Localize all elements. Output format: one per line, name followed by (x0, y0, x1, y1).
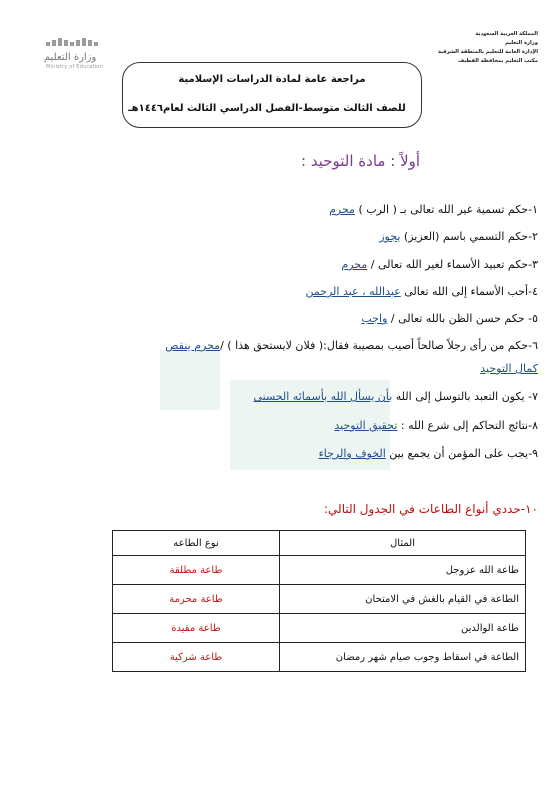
logo-arabic-text: وزارة التعليم (44, 52, 97, 63)
logo-dots-icon (44, 36, 104, 50)
question-text: ٣-حكم تعبيد الأسماء لغير الله تعالى / (367, 258, 538, 271)
header-line: مكتب التعليم بمحافظة القطيف (458, 58, 538, 64)
header-line: وزارة التعليم (505, 40, 538, 46)
answer-text: عبدالله ، عبد الرحمن (305, 285, 401, 298)
question-line (305, 285, 538, 298)
question-text: ٢-حكم التسمي باسم (العزيز) (400, 230, 538, 243)
table-cell-example: الطاعة في القيام بالغش في الامتحان (280, 585, 526, 614)
table-cell-type: طاعة مقيدة (113, 614, 280, 643)
watermark-icon (150, 340, 410, 490)
question-line (361, 312, 538, 325)
question-line (165, 339, 538, 352)
answer-text: يجوز (379, 230, 401, 243)
answer-text: محرم ينقص (165, 339, 221, 352)
question-line (329, 203, 538, 216)
table-header-row (113, 531, 526, 556)
table-cell-type: طاعة مطلقة (113, 556, 280, 585)
question-text: ٩-يجب على المؤمن أن يجمع بين (385, 447, 538, 460)
logo-english-text: Ministry of Education (46, 64, 103, 70)
answer-text: الخوف والرجاء (318, 447, 386, 460)
answer-text: محرم (329, 203, 355, 216)
table-row (113, 556, 526, 585)
answer-text: واجب (361, 312, 388, 325)
ministry-logo (38, 36, 108, 76)
table-header-type: نوع الطاعه (113, 531, 280, 556)
table-cell-example: الطاعة في اسقاط وجوب صيام شهر رمضان (280, 643, 526, 672)
question-line (319, 447, 538, 460)
question-text: ١-حكم تسمية غير الله تعالى بـ ( الرب ) (354, 203, 538, 216)
answer-text: بأن يسأل الله بأسمائه الحسنى (253, 390, 393, 403)
answer-text: محرم (341, 258, 368, 271)
question-line (334, 419, 538, 432)
header-line: المملكة العربية السعودية (475, 31, 538, 37)
question-10-title: ١٠-حددي أنواع الطاعات في الجدول التالي: (324, 502, 538, 516)
header-line: الإدارة العامة للتعليم بالمنطقة الشرقية (438, 49, 538, 55)
table-cell-example: طاعة الوالدين (280, 614, 526, 643)
question-text: ٧- يكون التعبد بالتوسل إلى الله (392, 390, 538, 403)
question-line (254, 390, 539, 403)
table-header-example: المثال (280, 531, 526, 556)
table-cell-type: طاعة شركية (113, 643, 280, 672)
answer-text: تحقيق التوحيد (334, 419, 398, 432)
page-title: مراجعة عامة لمادة الدراسات الإسلامية (178, 74, 366, 85)
question-text: ٤-أحب الأسماء إلى الله تعالى (400, 285, 538, 298)
title-box (122, 62, 422, 128)
header-institution (408, 30, 538, 66)
table-cell-type: طاعة محرمة (113, 585, 280, 614)
table-row (113, 643, 526, 672)
page-subtitle: للصف الثالث متوسط-الفصل الدراسي الثالث لعام١٤٤٦هـ (128, 103, 406, 114)
table-row (113, 614, 526, 643)
question-text: ٦-حكم من رأى رجلاً صالحاً أصيب بمصيبة فقال:( فلان لايستحق هذا ) / (220, 339, 538, 352)
table-row (113, 585, 526, 614)
question-text: ٥- حكم حسن الظن بالله تعالى / (387, 312, 538, 325)
section-title: أولاً : مادة التوحيد : (301, 152, 420, 170)
question-text: ٨-نتائج التحاكم إلى شرع الله : (397, 419, 538, 432)
answer-text-continued: كمال التوحيد (480, 362, 538, 375)
question-line (341, 258, 538, 271)
question-line (379, 230, 538, 243)
table-cell-example: طاعة الله عزوجل (280, 556, 526, 585)
obedience-table (112, 530, 526, 672)
